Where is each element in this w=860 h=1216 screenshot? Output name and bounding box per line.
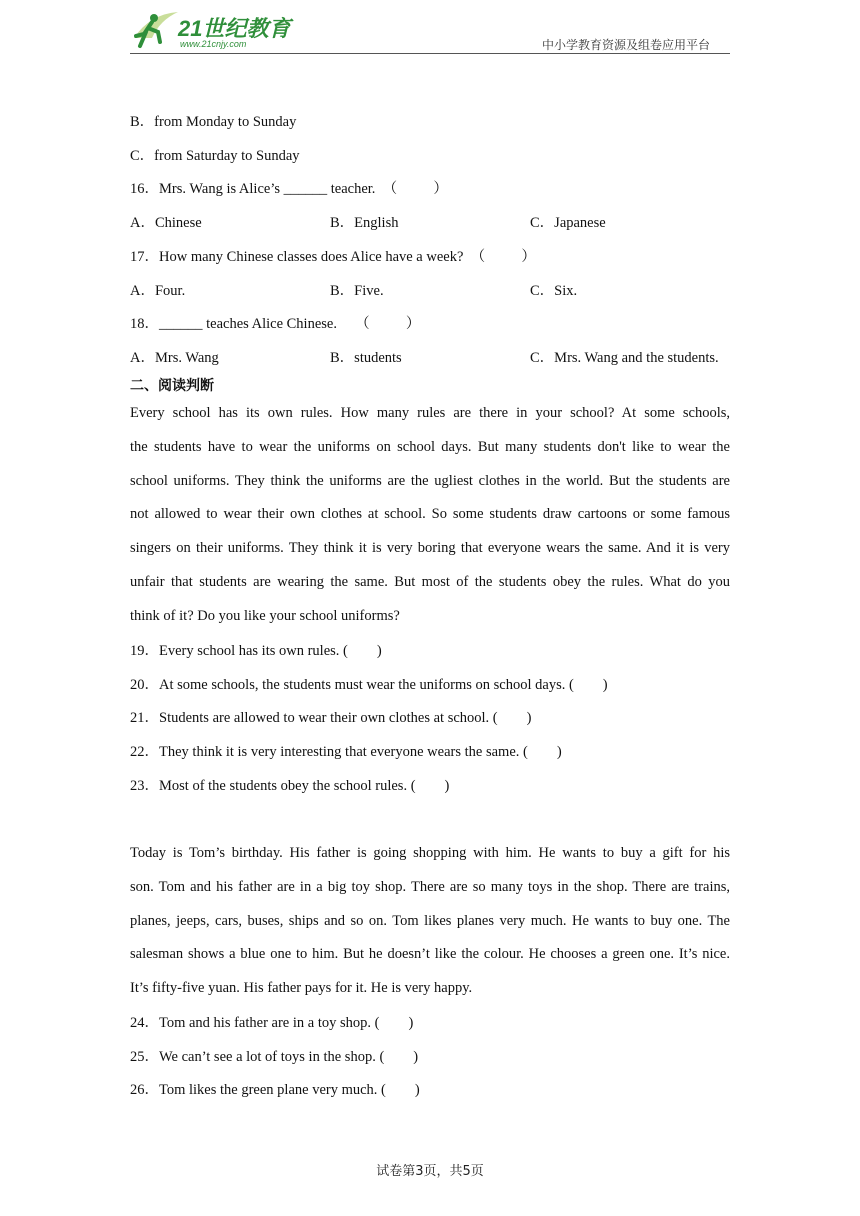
section-title: 二、阅读判断 xyxy=(130,378,214,394)
q18-option-b: B．students xyxy=(330,350,402,366)
passage-line: the students have to wear the uniforms on school days. But many students don't like to wear the xyxy=(130,438,730,455)
passage-line: singers on their uniforms. They think it is very boring that everyone wears the same. And it is very xyxy=(130,540,730,557)
question-22: 22．They think it is very interesting that everyone wears the same. ( ) xyxy=(130,744,562,760)
logo-text: 21世纪教育 xyxy=(178,16,291,41)
question-16: 16．Mrs. Wang is Alice’s ______ teacher. （ ） xyxy=(130,181,448,197)
platform-tagline: 中小学教育资源及组卷应用平台 xyxy=(541,38,710,52)
question-20: 20．At some schools, the students must wear the uniforms on school days. ( ) xyxy=(130,677,608,693)
q18-option-c: C．Mrs. Wang and the students. xyxy=(530,350,719,366)
logo xyxy=(130,8,310,52)
passage-line: Every school has its own rules. How many rules are there in your school? At some schools, xyxy=(130,405,730,421)
passage-line: salesman shows a blue one to him. But he doesn’t like the colour. He chooses a green one. It’s nice. xyxy=(130,946,730,963)
question-21: 21．Students are allowed to wear their own clothes at school. ( ) xyxy=(130,710,532,726)
question-17: 17．How many Chinese classes does Alice have a week? （ ） xyxy=(130,249,536,265)
q17-option-c: C．Six. xyxy=(530,283,578,299)
question-19: 19．Every school has its own rules. ( ) xyxy=(130,643,382,659)
question-24: 24．Tom and his father are in a toy shop. ( ) xyxy=(130,1015,414,1031)
passage-line: unfair that students are wearing the same. But most of the students obey the rules. What do you xyxy=(130,573,730,590)
q17-option-b: B．Five. xyxy=(330,283,384,299)
header-divider xyxy=(130,53,730,54)
passage-line: school uniforms. They think the uniforms are the ugliest clothes in the world. But the students are xyxy=(130,472,730,489)
passage-line: Today is Tom’s birthday. His father is going shopping with him. He wants to buy a gift for his xyxy=(130,845,730,861)
passage-line: son. Tom and his father are in a big toy shop. There are so many toys in the shop. There are trains, xyxy=(130,878,730,895)
option-b-line: B．from Monday to Sunday xyxy=(130,114,297,130)
q16-option-a: A．Chinese xyxy=(130,215,202,231)
passage-1 xyxy=(130,397,730,634)
question-23: 23．Most of the students obey the school rules. ( ) xyxy=(130,778,450,794)
question-26: 26．Tom likes the green plane very much. ( ) xyxy=(130,1082,420,1098)
passage-line: not allowed to wear their own clothes at school. So some students draw cartoons or some famous xyxy=(130,506,730,523)
q16-option-c: C．Japanese xyxy=(530,215,606,231)
question-25: 25．We can’t see a lot of toys in the shop. ( ) xyxy=(130,1049,419,1065)
runner-logo-icon xyxy=(130,8,180,52)
passage-line: It’s fifty-five yuan. His father pays for it. He is very happy. xyxy=(130,980,473,997)
q16-option-b: B．English xyxy=(330,215,399,231)
logo-url: www.21cnjy.com xyxy=(180,39,247,49)
passage-line: think of it? Do you like your school uniforms? xyxy=(130,607,400,624)
page-header xyxy=(130,6,730,54)
question-18: 18．______ teaches Alice Chinese. （ ） xyxy=(130,316,421,332)
q17-option-a: A．Four. xyxy=(130,283,186,299)
passage-line: planes, jeeps, cars, buses, ships and so on. Tom likes planes very much. He wants to buy one. The xyxy=(130,912,730,929)
passage-2 xyxy=(130,837,730,1006)
option-c-line: C．from Saturday to Sunday xyxy=(130,148,300,164)
page-footer: 试卷第3页，共5页 xyxy=(376,1164,484,1179)
q18-option-a: A．Mrs. Wang xyxy=(130,350,219,366)
